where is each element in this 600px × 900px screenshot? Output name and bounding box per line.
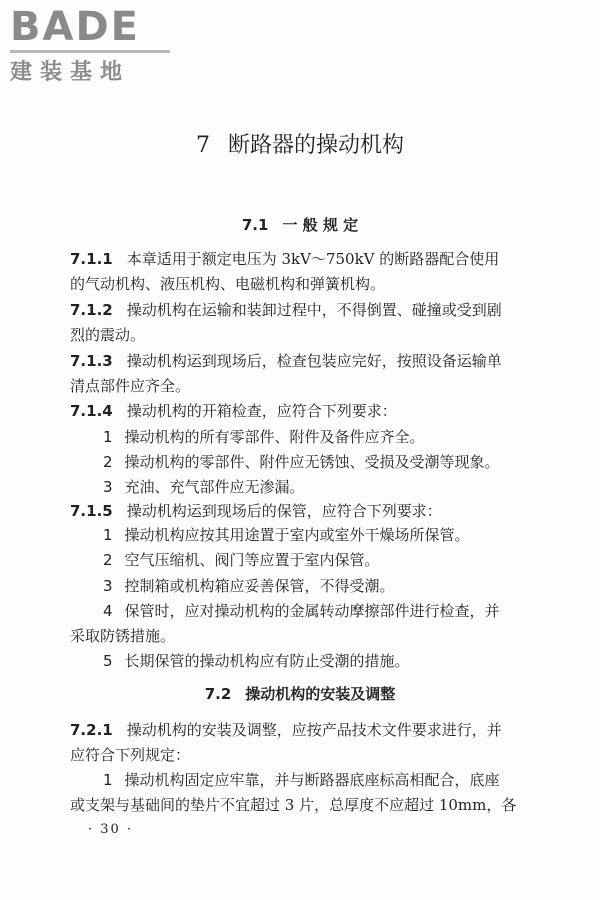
clause-text: 操动机构运到现场后，检查包装应完好，按照设备运输单 — [126, 352, 502, 370]
list-item — [103, 548, 380, 572]
clause-7-1-1-cont: 的气动机构、液压机构、电磁机构和弹簧机构。 — [70, 275, 386, 293]
section-number: 7.1 — [241, 216, 269, 234]
clause-number: 7.1.1 — [70, 250, 113, 268]
item-text: 空气压缩机、阀门等应置于室内保管。 — [124, 551, 380, 569]
item-text: 长期保管的操动机构应有防止受潮的措施。 — [124, 652, 410, 670]
clause-7-1-4 — [70, 399, 397, 423]
item-text: 操动机构的所有零部件、附件及备件应齐全。 — [124, 428, 425, 446]
clause-7-2-1-cont: 应符合下列规定： — [70, 746, 191, 764]
item-number: 3 — [103, 478, 113, 496]
section-title-text: 一 般 规 定 — [282, 216, 359, 234]
list-item — [103, 450, 500, 474]
clause-text: 操动机构在运输和装卸过程中，不得倒置、碰撞或受到剧 — [126, 301, 502, 319]
list-item — [103, 475, 305, 499]
clause-number: 7.1.3 — [70, 352, 113, 370]
clause-number: 7.1.2 — [70, 301, 113, 319]
clause-number: 7.2.1 — [70, 721, 113, 739]
item-number: 3 — [103, 577, 113, 595]
clause-text: 本章适用于额定电压为 3kV～750kV 的断路器配合使用 — [126, 250, 500, 268]
clause-number: 7.1.5 — [70, 502, 113, 520]
item-number: 2 — [103, 551, 113, 569]
item-text: 充油、充气部件应无渗漏。 — [124, 478, 305, 496]
section-7-2-title — [0, 683, 600, 704]
clause-7-1-3 — [70, 349, 502, 373]
clause-7-1-3-cont: 清点部件应齐全。 — [70, 377, 191, 395]
item-number: 1 — [103, 526, 113, 544]
chapter-title — [0, 131, 600, 161]
chapter-number: 7 — [195, 133, 210, 158]
watermark-subtitle: 建装基地 — [10, 60, 131, 85]
list-item — [103, 574, 395, 598]
item-text: 操动机构固定应牢靠，并与断路器底座标高相配合，底座 — [124, 771, 500, 789]
item-number: 4 — [103, 602, 113, 620]
item-number: 5 — [103, 652, 113, 670]
item-text: 控制箱或机构箱应妥善保管，不得受潮。 — [124, 577, 395, 595]
section-number: 7.2 — [204, 685, 232, 703]
list-item — [103, 599, 500, 623]
list-item — [103, 425, 425, 449]
clause-7-1-1 — [70, 247, 499, 271]
page-number: · 30 · — [88, 822, 134, 837]
list-item — [103, 649, 410, 673]
item-number: 1 — [103, 428, 113, 446]
chapter-title-text: 断路器的操动机构 — [227, 133, 404, 158]
clause-text: 操动机构的开箱检查，应符合下列要求： — [126, 402, 397, 420]
list-item — [103, 523, 470, 547]
list-item-cont: 或支架与基础间的垫片不宜超过 3 片，总厚度不应超过 10mm，各 — [70, 796, 517, 814]
clause-7-1-5 — [70, 499, 442, 523]
clause-text: 操动机构的安装及调整，应按产品技术文件要求进行，并 — [126, 721, 502, 739]
clause-number: 7.1.4 — [70, 402, 113, 420]
clause-7-2-1 — [70, 718, 502, 742]
clause-7-1-2 — [70, 298, 502, 322]
watermark-logo — [10, 4, 180, 86]
item-text: 操动机构的零部件、附件应无锈蚀、受损及受潮等现象。 — [124, 453, 500, 471]
clause-text: 操动机构运到现场后的保管，应符合下列要求： — [126, 502, 442, 520]
list-item-cont: 采取防锈措施。 — [70, 627, 176, 645]
item-text: 保管时，应对操动机构的金属转动摩擦部件进行检查，并 — [124, 602, 500, 620]
item-text: 操动机构应按其用途置于室内或室外干燥场所保管。 — [124, 526, 470, 544]
list-item — [103, 768, 500, 792]
section-7-1-title — [0, 214, 600, 235]
item-number: 2 — [103, 453, 113, 471]
section-title-text: 操动机构的安装及调整 — [245, 685, 396, 703]
watermark-brand: BADE — [10, 4, 170, 53]
item-number: 1 — [103, 771, 113, 789]
clause-7-1-2-cont: 烈的震动。 — [70, 326, 146, 344]
